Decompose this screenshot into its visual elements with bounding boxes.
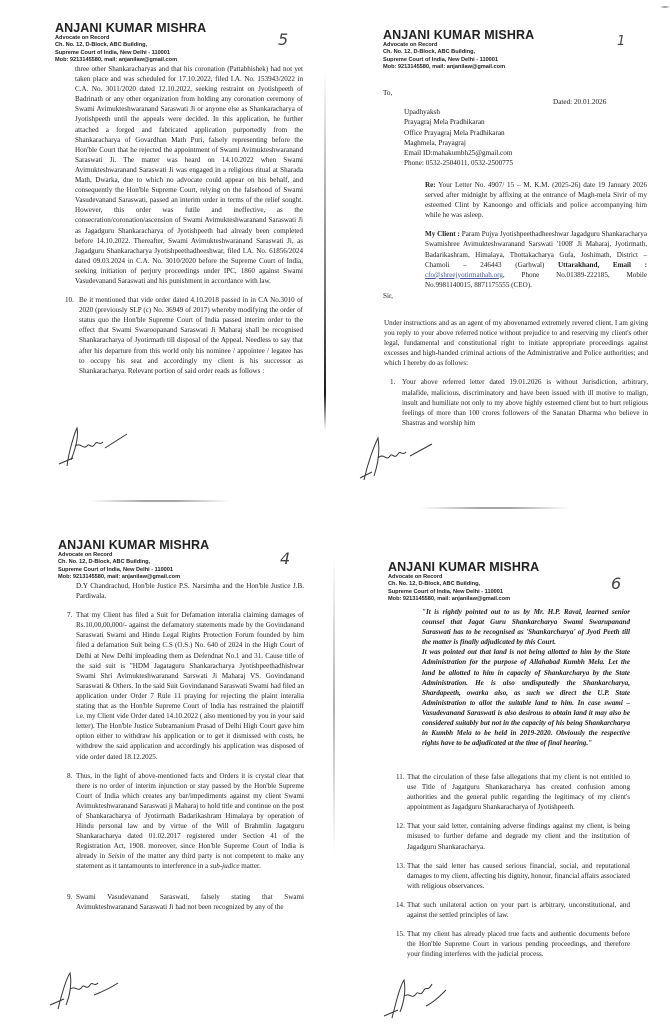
letterhead <box>383 28 534 71</box>
letterhead <box>388 560 539 603</box>
letter-page-1 <box>334 0 670 512</box>
paragraph-text: Be it mentioned that vide order dated 4.10.2018 passed in in CA No.3010 of 2020 (previously SLP (c) No. 36949 of 2017) whereby modifying the order of status quo the Hon'ble Supreme Court of India passed interim order to the effect that Swami Swaroopanand Saraswati Ji Maharaj shall be recognised Shankaracharya of Jyotirmath till disposal of the Appeal. Needless to say that after his departure from this world only his nominee / appointee / legatee has to occupy his seat and accordingly my client is his successor as Shankaracharya. Relevant portion of said order reads as follows : <box>79 296 303 375</box>
letterhead-contact: Mob: 9213145580, mail: anjanilaw@gmail.com <box>383 63 506 70</box>
numbered-paragraph <box>396 861 630 891</box>
paragraph-number: 14. <box>396 900 405 909</box>
numbered-paragraph <box>396 821 630 851</box>
client-phone: , Phone No.01389-222185, Mobile No.9981140015, 8871175555 (CEO). <box>425 270 647 289</box>
paragraph-text-part: Thus, in the light of above-mentioned facts and Orders it is crystal clear that there is no order of interim injunction or stay passed by the Hon'ble Supreme Court of India which creates any bar/impediments against my client Swami Avimukteshwaranand Saraswati ji Maharaj to hold title and continue on the post of Shankaracharya of Jyotirmath Badarikashram Himalaya by operation of Hindu personal law and by virtue of the Will of Brahmlin Jagatguru Shankaracharya dated 01.02.2017 registered under Section 41 of the Registration Act, 1908. moreover, since Hon'ble Supreme Court of India is already in <box>76 771 304 861</box>
salutation: Sir, <box>383 292 393 300</box>
letterhead-address-2: Supreme Court of India, New Delhi - 110001 <box>388 588 504 595</box>
page-edge <box>324 70 326 430</box>
numbered-paragraph <box>67 610 304 761</box>
paragraph-text-part: matter. <box>239 862 261 871</box>
letterhead-role: Advocate on Record <box>58 552 113 558</box>
recipient-line: Maghmela, Prayagraj <box>404 138 466 147</box>
paragraph-text: That my Client has filed a Suit for Defamation interalia claiming damages of Rs.10,00,00,000/- against the defamatory statements made by the Govindanand Saraswati Swami and Hindu Legal Rights Protection Forum founded by him filed a defamation Suit being C.S (O.S.) No. 640 of 2024 in the High Court of Delhi at New Delhi impleading them as Defendnat No.1 and 31. Cause title of the said suit is "HDM Jagataguru Shankaracharya Jyotishpeethadhishwar Swami Shri Avimukteshwaranand Sarswati Ji Maharaj VS. Govindanand Saraswati & Others. In the said Suit Govindanand Saraswati Swami had filed an application under Order 7 Rule 11 praying for rejecting the plaint interalia stating that as the Hon'ble Supreme Court of India has restrained the plaintiff i.e. my Client vide Order dated 14.10.2022 ( also mentioned by you in your said letter). The Hon'ble Justice Subramanium Prasad of Delhi High Court gave him option either to withdraw his application or to get it dismissed with costs, he withdrew the said application and accordingly his application was disposed of vide order dated 18.12.2025. <box>76 611 304 761</box>
signature-icon <box>48 965 128 1015</box>
letterhead-address-2: Supreme Court of India, New Delhi - 110001 <box>58 566 174 573</box>
letter-page-6 <box>336 520 670 1024</box>
continuation-paragraph: D.Y Chandrachud, Hon'ble Justice P.S. Narsimha and the Hon'ble Justice J.B. Pardiwala. <box>76 582 304 601</box>
paragraph-number: 10. <box>65 296 74 305</box>
letterhead-contact: Mob: 9213145580, mail: anjanilaw@gmail.com <box>58 573 181 580</box>
numbered-paragraph <box>396 929 630 959</box>
letterhead-address-1: Ch. No. 12, D-Block, ABC Building, <box>383 49 476 56</box>
re-paragraph <box>425 180 647 220</box>
numbered-paragraph <box>65 295 303 376</box>
letterhead-role: Advocate on Record <box>55 35 110 41</box>
recipient-email: Email ID:mahakumbh25@gmail.com <box>404 149 513 158</box>
letterhead-address-1: Ch. No. 12, D-Block, ABC Building, <box>58 559 151 566</box>
paragraph-text: That such unilateral action on your part is arbitrary, unconstitutional, and against the settled principles of law. <box>407 900 630 920</box>
letterhead <box>58 538 209 581</box>
paragraph-number: 8. <box>67 771 73 780</box>
letterhead-role: Advocate on Record <box>388 574 443 580</box>
paragraph-number: 7. <box>67 611 73 620</box>
letterhead <box>55 21 206 64</box>
page-body <box>67 581 305 912</box>
client-text: Param Pujya Jyotishpeethadheeshwar Jagadguru Shankaracharya Swamishree Avimukteshwaranand Sarswati '1008' Ji Maharaj, Jyotirmath, Badarikashram, Himalaya, Thottakacharya Gufa, Joshimath, District – Chamoli – 246443 (Garhwal) <box>425 230 647 269</box>
letterhead-contact: Mob: 9213145580, mail: anjanilaw@gmail.com <box>388 595 511 602</box>
page-number: 5 <box>278 30 289 49</box>
quote-paragraph: "It is rightly pointed out to us by Mr. H.P. Raval, learned senior counsel that Jagat Guru Shankarcharya Swami Swarupanand Saraswati has to be recognised as 'Shankarcharya' of Jyoti Peeth till the matter is finally adjudicated by this Court. <box>422 608 630 647</box>
client-email-link[interactable]: cfo@shreejyotirmathah.org <box>425 270 503 279</box>
letterhead-address-2: Supreme Court of India, New Delhi - 110001 <box>55 49 171 56</box>
letterhead-address-1: Ch. No. 12, D-Block, ABC Building, <box>388 581 481 588</box>
letterhead-name: ANJANI KUMAR MISHRA <box>58 538 210 552</box>
paragraph-text-italic: Seisin <box>108 852 125 861</box>
recipient-line: Prayagraj Mela Pradhikaran <box>404 118 485 127</box>
recipient-phone: Phone: 0532-2504011, 0532-2500775 <box>404 159 513 168</box>
numbered-paragraph <box>396 772 630 812</box>
page-number: 1 <box>617 34 626 49</box>
page-number: 6 <box>611 574 622 593</box>
recipient-line: Office Prayagraj Mela Pradhikaran <box>404 128 505 137</box>
client-email-label: Uttarakhand, Email : <box>558 260 647 269</box>
letterhead-role: Advocate on Record <box>383 42 438 48</box>
reference-block <box>425 180 647 290</box>
paragraph-number: 11. <box>396 773 405 781</box>
letterhead-address-2: Supreme Court of India, New Delhi - 110001 <box>383 56 499 63</box>
page-body <box>384 318 648 428</box>
letterhead-name: ANJANI KUMAR MISHRA <box>388 560 540 574</box>
paragraph-number: 9. <box>67 892 73 901</box>
paragraph-text: That my client has already placed true facts and authentic documents before the Hon'ble Supreme Court in various pending proceedings, and therefore your finding interferes with the judicial process. <box>407 930 630 959</box>
paragraph-text: That the said letter has caused serious financial, social, and reputational damages to my client, affecting his dignity, honour, financial affairs associated with religious observances. <box>407 861 630 890</box>
page-body <box>396 772 630 959</box>
numbered-paragraph <box>396 900 630 920</box>
paragraph-text-italic: sub-judice <box>209 862 240 871</box>
continuation-paragraph: three other Shankaracharyas and that his coronation (Pattabhishek) had not yet taken place and was scheduled for 17.10.2022, filed I.A. No. 153943/2022 in C.A. No. 3011/2020 dated 12.10.2022, seeking restraint on Jyotishpeeth of Badrinath or any other organization from holding any coronation ceremony of Swami Avimukteshwaranand Saraswati Ji or anyone else as Shankaracharya of Jyotishpeeth until the appeals were decided. In this application, he further attached a forged and fabricated application purportedly from the Shankaracharya of Govardhan Math Puri, falsely representing before the Hon'ble Court that he rejected the appointment of Swami Avimukteshwaranand Saraswati Ji. The matter was heard on 14.10.2022 when Swami Avimukteshwaranand Saraswati Ji was engaged in a religious ritual at Sharada Math, Dwarka, due to which no advocate could appear on his behalf, and consequently the Hon'ble Supreme Court, relying on the falsehood of Swami Vasudevanand Saraswati, passed an interim order in terms of the relief sought. However, this order was futile and ineffective, as the consecration/coronation/ascension of Swami Avimukteshwaranand Saraswati Ji as Jagadguru Shankaracharya of Jyotishpeeth had already been completed before 14.10.2022. Thereafter, Swami Avimukteshwaranand Saraswati Ji, as Jagadguru Shankaracharya Jyotishpeethadheeshwar, filed I.A. No. 61856/2024 dated 09.03.2024 in C.A. No. 3010/2020 before the Supreme Court of India, seeking initiation of perjury proceedings under IPC, 1860 against Swami Vasudevanand Saraswati and his punishment in accordance with law. <box>75 65 303 285</box>
numbered-paragraph <box>67 771 304 872</box>
recipient-line: Upadhyaksh <box>404 108 440 116</box>
paragraph-number: 15. <box>396 930 405 939</box>
numbered-paragraph <box>67 892 304 912</box>
client-label: My Client : <box>425 230 460 239</box>
quoted-order <box>422 607 630 757</box>
intro-paragraph: Under instructions and as an agent of my abovenamed extremely revered client, I am giving you reply to your above referred notice without prejudice to and reserving my client's other legal, fundamental and constitutional right to initiate appropriate proceedings against excesses and high-handed criminal actions of the Administrative and Police authorities; and which I hereby do as follows: <box>384 319 648 368</box>
paragraph-text: Swami Vasudevanand Saraswati, falsely stating that Swami Avimukteshwaranand Saraswati Ji had not been recognized by any of the <box>76 892 304 911</box>
letter-page-5 <box>0 0 318 505</box>
recipient-address <box>404 107 513 169</box>
letterhead-name: ANJANI KUMAR MISHRA <box>55 21 207 35</box>
numbered-paragraph <box>390 377 648 427</box>
paragraph-text-part: of the matter any third party is not competent to make any statement as it tantamounts to interference in a <box>76 852 305 871</box>
re-text: Your Letter No. 4907/ 15 – M. K.M. (2025-26) date 19 January 2026 served after midnight by affixing at the entrance of Magh-mela Sivir of my esteemed Clint by Kanoongo and officials and police accompanying him while he was asleep. <box>425 181 647 220</box>
letter-date: Dated: 20.01.2026 <box>553 98 607 106</box>
letterhead-name: ANJANI KUMAR MISHRA <box>383 28 535 42</box>
paragraph-number: 12. <box>396 822 405 831</box>
page-edge <box>420 507 570 509</box>
paragraph-text: Your above referred letter dated 19.01.2026 is without Jurisdiction, arbitrary, malafide, malicious, discriminatory and have been issued with ill motive to malign, insult and humiliate not only to my above highly esteemed client but to hurt religious feelings of more than 100 crores followers of the Sanatan Dharma who believe in Shastras and worship him <box>402 378 648 427</box>
paragraph-text: That the circulation of these false allegations that my client is not entitled to use Title of Jagatguru Shankaracharya has created confusion among authorities and the general public regarding the legitimacy of my client's appointment as Jagadguru Shankaracharya of Jyotishpeeth. <box>407 773 630 812</box>
re-label: Re: <box>425 181 436 189</box>
page-number: 4 <box>280 549 291 568</box>
client-paragraph <box>425 229 647 290</box>
letterhead-contact: Mob: 9213145580, mail: anjanilaw@gmail.com <box>55 56 178 63</box>
page-edge <box>90 500 230 502</box>
letter-page-4 <box>0 520 326 1024</box>
to-label: To, <box>383 89 393 97</box>
signature-icon <box>55 420 135 470</box>
page-body <box>65 64 303 376</box>
paragraph-number: 1. <box>390 378 396 387</box>
paragraph-number: 13. <box>396 861 405 870</box>
signature-icon <box>356 432 436 482</box>
page-edge <box>333 555 335 855</box>
page-edge <box>660 6 670 8</box>
paragraph-text: That your said letter, containing adverse findings against my client, is being misused to further defame and degrade my client and the institution of Jagadguru Shankaracharya. <box>407 822 630 851</box>
letterhead-address-1: Ch. No. 12, D-Block, ABC Building, <box>55 42 148 49</box>
signature-icon <box>382 970 462 1020</box>
paragraph-text <box>76 771 304 872</box>
quote-paragraph: It was pointed out that land is not being allotted to him by the State Administration for the purpose of Allahabad Kumbh Mela. Let the land be allotted to him in capacity of Shankarcharya by the State Administration. He is also undisputedly the Shankarcharya, Shardapeeth, owarka also, as such we direct the U.P. State Administration to allot the suitable land to him. In case swami – Vasudevanand Saraswati is also desirous to obtain land it may also be considered suitably but not in the capacity of his being Shankarcharya in Kumbh Mela to be held in 2019-2020. Obviously the respective rights have to be adjudicated at the time of final hearing." <box>422 648 630 748</box>
